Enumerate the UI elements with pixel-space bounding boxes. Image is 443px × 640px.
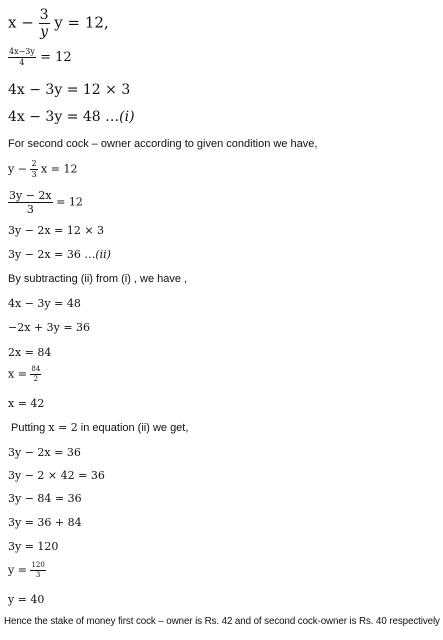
condition-statement: For second cock – owner according to given condition we have, — [8, 138, 318, 150]
equation-line-21: 3y = 120 — [8, 540, 59, 553]
fraction-denominator: 4 — [19, 58, 25, 67]
equation-line-13: 2x = 84 — [8, 346, 52, 359]
eq4-text: 4x − 3y = 48 … — [8, 109, 120, 125]
fraction-denominator: y — [40, 24, 48, 40]
eq14-prefix: x = — [8, 367, 27, 381]
fraction-denominator: 3 — [35, 571, 41, 579]
equation-line-2 — [8, 48, 72, 67]
eq4-tag: (i) — [119, 109, 135, 125]
equation-line-6 — [8, 160, 77, 179]
equation-line-17: 3y − 2x = 36 — [8, 446, 81, 459]
fraction-denominator: 3 — [26, 203, 34, 216]
fraction-2-over-3 — [30, 160, 37, 179]
equation-line-12: −2x + 3y = 36 — [8, 321, 91, 334]
equation-line-7 — [8, 190, 83, 215]
putting-statement — [11, 421, 188, 434]
eq6-prefix: y − — [8, 162, 27, 176]
eq22-prefix: y = — [8, 563, 27, 577]
fraction-numerator: 84 — [31, 365, 41, 373]
fraction-denominator: 2 — [33, 375, 39, 383]
eq9-tag: (ii) — [95, 248, 111, 261]
equation-line-3: 4x − 3y = 12 × 3 — [8, 82, 131, 98]
eq1-prefix: x − — [8, 13, 34, 32]
fraction-numerator: 3y − 2x — [9, 189, 52, 202]
equation-line-8: 3y − 2x = 12 × 3 — [8, 224, 105, 237]
fraction-84-over-2 — [30, 366, 41, 383]
eq1-suffix: y = 12, — [54, 13, 109, 32]
putting-equation: x = 2 — [48, 421, 78, 434]
equation-line-11: 4x − 3y = 48 — [8, 297, 81, 310]
conclusion-statement: Hence the stake of money first cock – owner is Rs. 42 and of second cock-owner is Rs. 40 respectively — [4, 616, 440, 627]
equation-line-19: 3y − 84 = 36 — [8, 492, 82, 505]
putting-prefix: Putting — [11, 422, 46, 434]
fraction-120-over-3 — [30, 562, 45, 579]
fraction-numerator: 4x−3y — [9, 47, 35, 56]
equation-line-22 — [8, 562, 46, 579]
fraction-3y-2x-over-3 — [8, 190, 53, 215]
eq7-suffix: = 12 — [56, 195, 83, 209]
eq6-suffix: x = 12 — [41, 162, 78, 176]
fraction-numerator: 120 — [31, 561, 45, 569]
eq2-suffix: = 12 — [40, 50, 72, 65]
fraction-3-over-y — [39, 8, 50, 39]
equation-line-1 — [8, 8, 109, 39]
subtracting-statement: By subtracting (ii) from (i) , we have , — [8, 273, 188, 285]
equation-line-20: 3y = 36 + 84 — [8, 516, 82, 529]
fraction-numerator: 2 — [31, 159, 37, 168]
equation-line-23: y = 40 — [8, 593, 45, 606]
equation-line-15: x = 42 — [8, 397, 45, 410]
fraction-4x-3y-over-4 — [8, 48, 36, 67]
equation-line-18: 3y − 2 × 42 = 36 — [8, 469, 105, 482]
eq9-text: 3y − 2x = 36 … — [8, 248, 96, 261]
equation-line-4 — [8, 109, 135, 125]
equation-line-14 — [8, 366, 41, 383]
equation-line-9 — [8, 248, 111, 261]
putting-suffix: in equation (ii) we get, — [80, 422, 189, 434]
fraction-numerator: 3 — [39, 7, 49, 23]
fraction-denominator: 3 — [31, 170, 37, 179]
